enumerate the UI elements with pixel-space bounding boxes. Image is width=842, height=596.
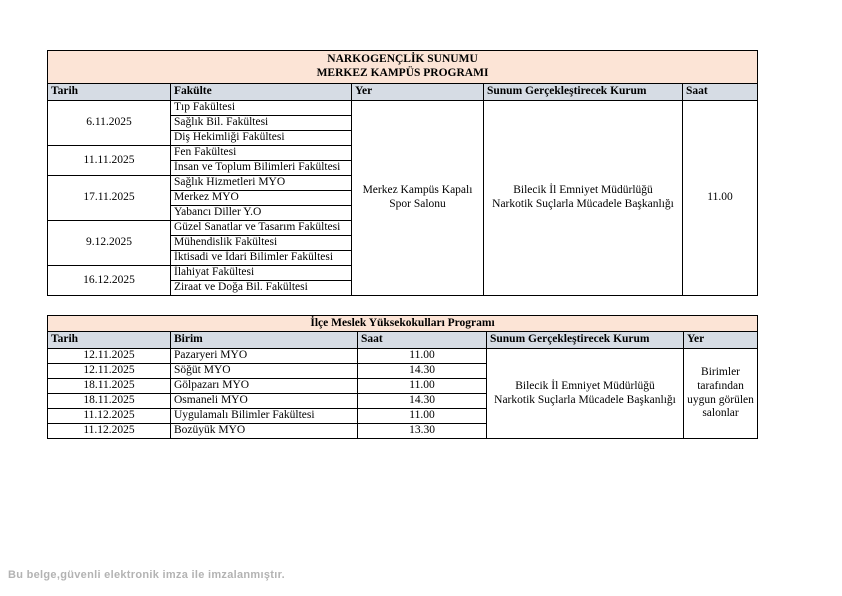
date-cell: 6.11.2025 xyxy=(48,101,171,146)
institution-line-1: Bilecik İl Emniyet Müdürlüğü xyxy=(513,184,653,197)
header-tarih: Tarih xyxy=(48,84,171,101)
date-cell: 18.11.2025 xyxy=(48,379,171,394)
district-program-table xyxy=(47,315,758,439)
date-cell: 12.11.2025 xyxy=(48,364,171,379)
faculty-cell: Fen Fakültesi xyxy=(171,146,352,161)
title-line-2: MERKEZ KAMPÜS PROGRAMI xyxy=(316,67,489,79)
campus-table-title xyxy=(48,51,758,84)
faculty-cell: Yabancı Diller Y.O xyxy=(171,206,352,221)
unit-cell: Osmaneli MYO xyxy=(171,394,358,409)
unit-cell: Uygulamalı Bilimler Fakültesi xyxy=(171,409,358,424)
table-title-row xyxy=(48,51,758,84)
date-cell: 17.11.2025 xyxy=(48,176,171,221)
table-row xyxy=(48,101,758,116)
institution-line-1: Bilecik İl Emniyet Müdürlüğü xyxy=(515,379,655,392)
date-cell: 11.12.2025 xyxy=(48,409,171,424)
column-header-row xyxy=(48,332,758,349)
faculty-cell: Güzel Sanatlar ve Tasarım Fakültesi xyxy=(171,221,352,236)
faculty-cell: Mühendislik Fakültesi xyxy=(171,236,352,251)
faculty-cell: İnsan ve Toplum Bilimleri Fakültesi xyxy=(171,161,352,176)
time-cell: 11.00 xyxy=(358,409,487,424)
date-cell: 11.12.2025 xyxy=(48,424,171,439)
table-title-row xyxy=(48,316,758,332)
faculty-cell: Sağlık Bil. Fakültesi xyxy=(171,116,352,131)
header-fakulte: Fakülte xyxy=(171,84,352,101)
date-cell: 12.11.2025 xyxy=(48,349,171,364)
institution-line-2: Narkotik Suçlarla Mücadele Başkanlığı xyxy=(494,393,676,406)
venue-cell: Birimler tarafından uygun görülen salonlar xyxy=(684,349,758,439)
faculty-cell: Diş Hekimliği Fakültesi xyxy=(171,131,352,146)
time-cell: 11.00 xyxy=(358,379,487,394)
header-yer: Yer xyxy=(352,84,484,101)
header-saat: Saat xyxy=(683,84,758,101)
faculty-cell: Sağlık Hizmetleri MYO xyxy=(171,176,352,191)
time-cell: 13.30 xyxy=(358,424,487,439)
unit-cell: Gölpazarı MYO xyxy=(171,379,358,394)
header-tarih: Tarih xyxy=(48,332,171,349)
time-cell: 14.30 xyxy=(358,394,487,409)
faculty-cell: Tıp Fakültesi xyxy=(171,101,352,116)
header-birim: Birim xyxy=(171,332,358,349)
institution-line-2: Narkotik Suçlarla Mücadele Başkanlığı xyxy=(492,198,674,210)
institution-cell xyxy=(487,349,684,439)
table-row xyxy=(48,349,758,364)
e-signature-note: Bu belge,güvenli elektronik imza ile imzalanmıştır. xyxy=(8,569,285,581)
district-table-title: İlçe Meslek Yüksekokulları Programı xyxy=(48,316,758,332)
campus-program-table xyxy=(47,50,758,296)
title-line-1: NARKOGENÇLİK SUNUMU xyxy=(327,53,478,66)
time-cell: 14.30 xyxy=(358,364,487,379)
faculty-cell: İktisadi ve İdari Bilimler Fakültesi xyxy=(171,251,352,266)
time-cell: 11.00 xyxy=(683,101,758,296)
date-cell: 16.12.2025 xyxy=(48,266,171,296)
column-header-row xyxy=(48,84,758,101)
unit-cell: Bozüyük MYO xyxy=(171,424,358,439)
header-saat: Saat xyxy=(358,332,487,349)
time-cell: 11.00 xyxy=(358,349,487,364)
header-kurum: Sunum Gerçekleştirecek Kurum xyxy=(484,84,683,101)
header-yer: Yer xyxy=(684,332,758,349)
faculty-cell: İlahiyat Fakültesi xyxy=(171,266,352,281)
unit-cell: Pazaryeri MYO xyxy=(171,349,358,364)
faculty-cell: Ziraat ve Doğa Bil. Fakültesi xyxy=(171,281,352,296)
header-kurum: Sunum Gerçekleştirecek Kurum xyxy=(487,332,684,349)
faculty-cell: Merkez MYO xyxy=(171,191,352,206)
date-cell: 18.11.2025 xyxy=(48,394,171,409)
venue-cell: Merkez Kampüs Kapalı Spor Salonu xyxy=(352,101,484,296)
date-cell: 9.12.2025 xyxy=(48,221,171,266)
date-cell: 11.11.2025 xyxy=(48,146,171,176)
unit-cell: Söğüt MYO xyxy=(171,364,358,379)
institution-cell xyxy=(484,101,683,296)
